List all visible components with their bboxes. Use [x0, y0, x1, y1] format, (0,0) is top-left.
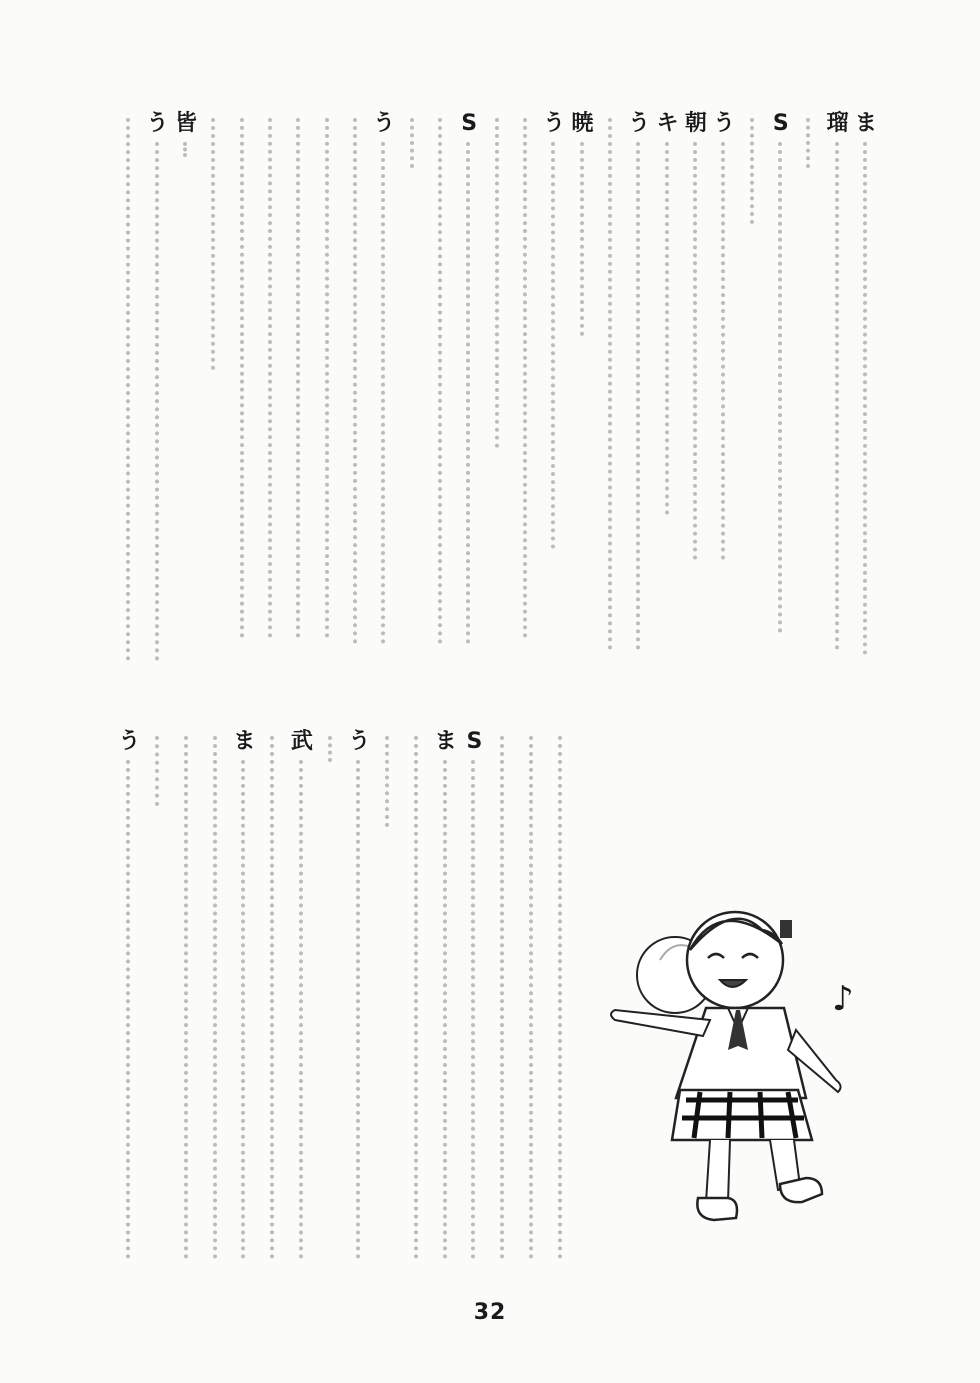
text-line-body: [558, 736, 566, 1259]
text-line: [256, 112, 286, 638]
text-line: [851, 112, 881, 655]
text-line: [546, 730, 576, 1259]
speaker-initial: う: [543, 111, 566, 136]
text-line-body: [443, 760, 451, 1259]
speaker-initial: う: [146, 111, 169, 136]
text-line-body: [466, 142, 474, 644]
speaker-initial: S: [461, 111, 478, 136]
text-line: [143, 730, 173, 806]
page-number: 32: [473, 1300, 507, 1325]
text-line: [199, 112, 229, 370]
text-line: [483, 112, 513, 448]
text-line: [539, 112, 569, 549]
text-line: [143, 112, 173, 661]
speaker-initial: う: [713, 111, 736, 136]
text-line-body: [471, 760, 479, 1259]
speaker-initial: S: [772, 111, 789, 136]
text-line: [624, 112, 654, 650]
text-line-body: [835, 142, 843, 650]
text-line-body: [270, 736, 278, 1259]
speaker-initial: 武: [290, 729, 313, 754]
text-line: [459, 730, 489, 1259]
text-line-body: [551, 142, 559, 549]
text-line-body: [385, 736, 393, 827]
text-line: [284, 112, 314, 638]
text-line-body: [438, 118, 446, 644]
text-line-body: [580, 142, 588, 336]
text-line: [402, 730, 432, 1259]
text-line-body: [529, 736, 537, 1259]
speaker-initial: キ: [656, 111, 679, 136]
text-line: [172, 730, 202, 1259]
text-line-body: [381, 142, 389, 644]
text-block-top: [115, 112, 880, 672]
text-line-body: [778, 142, 786, 633]
speaker-initial: 皆: [174, 111, 197, 136]
text-line-body: [721, 142, 729, 560]
text-line-body: [750, 118, 758, 224]
speaker-initial: ま: [434, 729, 457, 754]
chibi-character-illustration: [590, 880, 860, 1240]
speaker-initial: う: [348, 729, 371, 754]
text-line: [488, 730, 518, 1259]
speaker-initial: う: [118, 729, 141, 754]
text-line: [313, 112, 343, 638]
text-line: [398, 112, 428, 168]
text-line: [373, 730, 403, 827]
text-line: [171, 112, 201, 157]
text-line: [369, 112, 399, 644]
speaker-initial: う: [373, 111, 396, 136]
text-line-body: [299, 760, 307, 1259]
text-line: [454, 112, 484, 644]
text-line: [794, 112, 824, 168]
text-line-body: [356, 760, 364, 1259]
speaker-initial: ま: [233, 729, 256, 754]
text-line: [258, 730, 288, 1259]
text-line: [114, 730, 144, 1259]
text-line-body: [410, 118, 418, 168]
text-line-body: [126, 118, 134, 661]
text-line: [431, 730, 461, 1259]
speaker-initial: う: [628, 111, 651, 136]
speaker-initial: 瑠: [826, 111, 849, 136]
text-line-body: [636, 142, 644, 650]
music-note-icon: ♪: [832, 979, 854, 1019]
text-line-body: [213, 736, 221, 1259]
text-line-body: [183, 142, 191, 157]
text-line-body: [241, 760, 249, 1259]
text-line-body: [806, 118, 814, 168]
text-line-body: [126, 760, 134, 1259]
text-line: [653, 112, 683, 515]
text-line-body: [414, 736, 422, 1259]
text-line-body: [240, 118, 248, 638]
text-line-body: [328, 736, 336, 762]
text-block-bottom: [115, 730, 575, 1270]
text-line: [228, 112, 258, 638]
text-line: [823, 112, 853, 650]
text-line-body: [325, 118, 333, 638]
speaker-initial: ま: [854, 111, 877, 136]
text-line: [511, 112, 541, 638]
speaker-initial: S: [466, 729, 483, 754]
text-line: [287, 730, 317, 1259]
speaker-initial: 朝: [684, 111, 707, 136]
text-line: [681, 112, 711, 560]
text-line: [114, 112, 144, 661]
text-line: [344, 730, 374, 1259]
text-line: [738, 112, 768, 224]
text-line-body: [268, 118, 276, 638]
text-line: [766, 112, 796, 633]
text-line-body: [665, 142, 673, 515]
text-line: [568, 112, 598, 336]
text-line-body: [155, 736, 163, 806]
text-line: [596, 112, 626, 650]
text-line-body: [608, 118, 616, 650]
text-line-body: [523, 118, 531, 638]
text-line: [709, 112, 739, 560]
text-line: [426, 112, 456, 644]
text-line-body: [863, 142, 871, 655]
text-line: [229, 730, 259, 1259]
text-line-body: [495, 118, 503, 448]
text-line: [201, 730, 231, 1259]
text-line-body: [353, 118, 361, 644]
text-line-body: [500, 736, 508, 1259]
text-line-body: [211, 118, 219, 370]
text-line: [341, 112, 371, 644]
text-line-body: [155, 142, 163, 661]
text-line-body: [184, 736, 192, 1259]
text-line: [316, 730, 346, 762]
text-line-body: [693, 142, 701, 560]
speaker-initial: 暁: [571, 111, 594, 136]
text-line-body: [296, 118, 304, 638]
text-line: [517, 730, 547, 1259]
